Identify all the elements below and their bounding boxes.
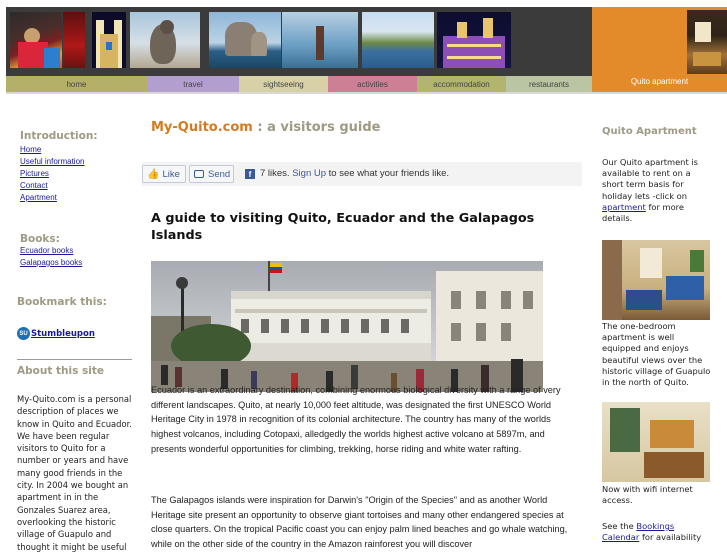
apartment-living-room-photo [602,240,710,320]
left-divider [17,359,132,360]
intro-heading: Introduction: [20,130,98,142]
header-photo-rock [209,12,281,68]
main-content [147,120,576,550]
apartment-caption-2: Now with wifi internet access. [602,484,693,506]
send-label: Send [208,168,231,180]
site-header [6,7,727,92]
sidebar-link-useful-information[interactable]: Useful information [20,157,85,166]
about-text: My-Quito.com is a personal description of places we know in Quito and Ecuador. We have been regular visitors to Quito for a number or years and have many good friends in the city. In 2004 we bought an apartment in in the Gonzales Suarez area, overlooking the historic village of Guapulo and thought it might be useful [17,394,132,552]
nav-travel[interactable] [147,76,239,92]
right-sidebar [602,126,712,543]
site-title [151,120,576,136]
quito-plaza-photo [151,261,543,392]
apartment-link[interactable]: apartment [602,201,646,212]
nav-label: sightseeing [263,79,304,89]
bookmark-heading: Bookmark this: [17,296,107,308]
nav-home[interactable] [6,76,147,92]
likes-count-text [260,168,449,179]
bookings-suffix: for availability [639,532,702,543]
stumbleupon-label: Stumbleupon [31,328,95,339]
sidebar-link-home[interactable]: Home [20,145,42,154]
header-photo-apartment [687,10,727,74]
apartment-room-photo [602,402,710,482]
site-tagline: : a visitors guide [252,120,381,135]
nav-sightseeing[interactable] [239,76,328,92]
sidebar-link-apartment[interactable]: Apartment [20,193,57,202]
header-photo-building-night [437,12,511,68]
quito-plaza-illustration [151,261,543,392]
site-name: My-Quito.com [151,120,253,135]
apartment-caption-1: The one-bedroom apartment is well equipped and enjoys beautiful views over the historic village of Guapulo in the north of Quito. [602,321,711,388]
nav-label: activities [357,79,388,89]
sidebar-link-contact[interactable]: Contact [20,181,48,190]
header-photo-swimmer [282,12,358,68]
header-photo-dancer [63,12,85,68]
nav-label: Quito apartment [630,77,689,86]
like-label: Like [162,168,180,180]
header-photo-market [10,12,62,68]
nav-quito-apartment[interactable] [592,76,727,92]
nav-accommodation[interactable] [417,76,506,92]
header-photo-strip [6,7,592,76]
books-heading: Books: [20,233,60,245]
nav-activities[interactable] [328,76,417,92]
stumbleupon-link[interactable] [17,327,95,340]
main-nav [6,76,727,92]
page-heading: A guide to visiting Quito, Ecuador and the Galapagos Islands [151,211,535,243]
apartment-intro-text: Our Quito apartment is available to rent on a short term basis for holiday lets -click on [602,157,698,201]
facebook-like-box [142,162,582,186]
facebook-like-button[interactable] [142,165,186,183]
about-heading: About this site [17,365,104,377]
facebook-send-button[interactable] [189,165,234,183]
nav-label: restaurants [528,79,570,89]
bookings-prefix: See the [602,521,637,531]
facebook-signup-link[interactable]: Sign Up [292,168,327,179]
galapagos-paragraph: The Galapagos islands were inspiration for Darwin's "Origin of the Species" and as another World Heritage site present an opportunity to observe giant tortoises and many other endangered species at close quarters. On the tropical Pacific coast you can enjoy palm lined beaches and go whale watching, while on the other side of the country in the Amazon rainforest you will discover [151,495,568,550]
sidebar-link-pictures[interactable]: Pictures [20,169,49,178]
nav-restaurants[interactable] [506,76,592,92]
header-photo-coast [362,12,434,68]
header-divider [6,92,727,94]
header-apartment-panel [592,7,727,76]
likes-count: 7 likes. [260,168,290,179]
nav-label: accommodation [433,79,490,89]
header-photo-church-night [92,12,126,68]
intro-paragraph: Ecuador is an extraordinary destination, combining enormous biological diversity with a range of very different landscapes. Quito, at nearly 10,000 feet altitude, was designated the first UNESCO World Heritage City in 1978 in recognition of its colonial architecture. The country has many of the worlds highest volcanos, including Cotopaxi, alledgedly the worlds highest active volcano at 5897m, and presents wonderful opportunities for climbing, trekking, horse riding and white water rafting. [151,385,561,454]
send-icon [194,170,204,178]
likes-suffix: to see what your friends like. [326,168,450,179]
apartment-heading: Quito Apartment [602,126,697,137]
nav-label: travel [183,79,203,89]
header-photo-sealion [130,12,200,68]
sidebar-link-ecuador-books[interactable]: Ecuador books [20,246,74,255]
stumbleupon-icon: SU [17,327,30,340]
facebook-icon: f [245,169,255,179]
apartment-intro [602,157,712,224]
sidebar-link-galapagos-books[interactable]: Galapagos books [20,258,83,267]
bookings-calendar-link[interactable]: Bookings Calendar [602,521,675,543]
nav-label: home [66,79,87,89]
thumbs-up-icon: 👍 [147,168,160,180]
apartment-intro-suffix: for more details. [602,201,684,224]
bookings-note [602,521,712,543]
